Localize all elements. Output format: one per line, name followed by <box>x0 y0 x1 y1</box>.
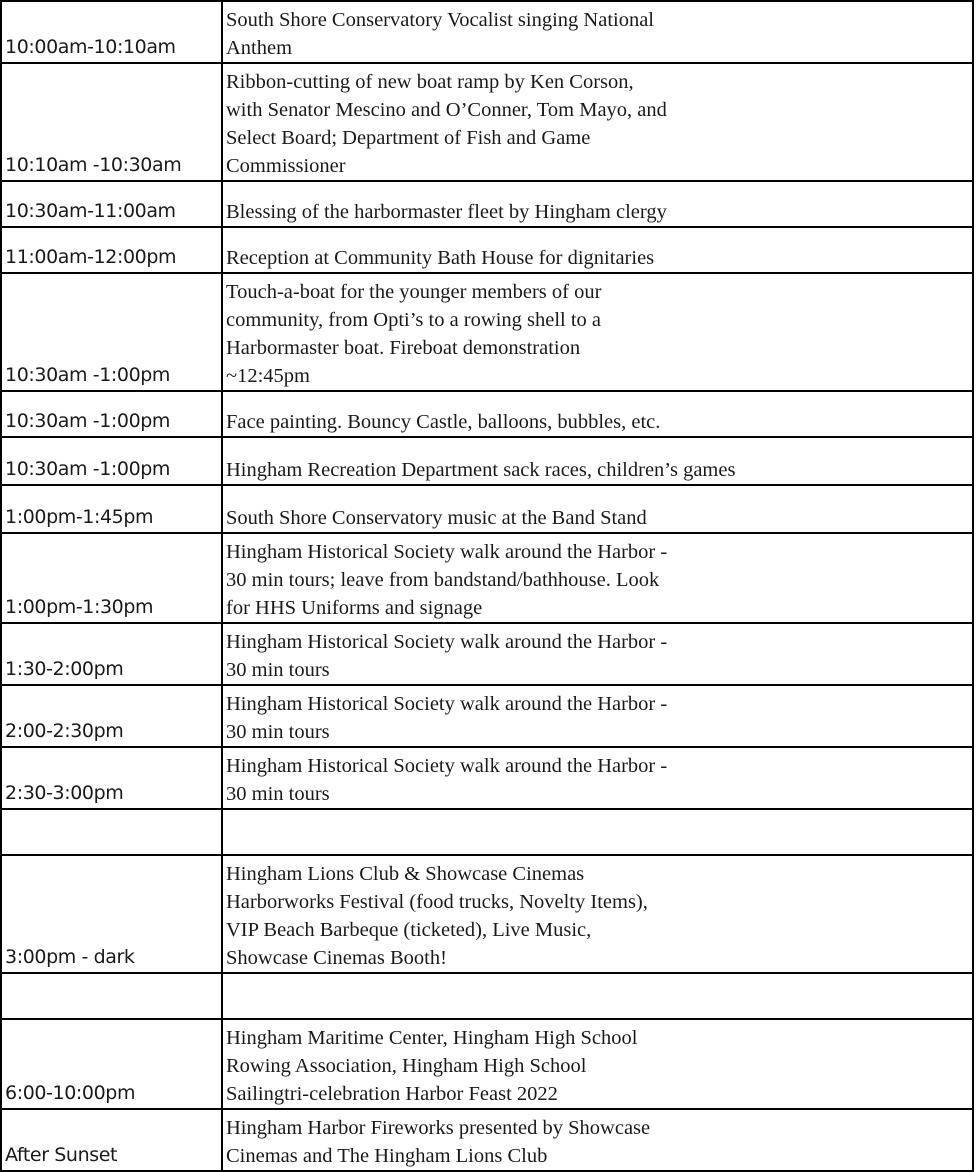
table-row <box>1 1109 973 1171</box>
time-cell: 10:30am -1:00pm <box>1 391 222 437</box>
description-cell: Hingham Historical Society walk around the Harbor - 30 min tours <box>222 685 973 747</box>
description-cell: Hingham Historical Society walk around the Harbor - 30 min tours <box>222 747 973 809</box>
table-row <box>1 1019 973 1109</box>
table-row <box>1 1 973 63</box>
table-row <box>1 685 973 747</box>
description-cell <box>222 809 973 855</box>
time-cell: 10:30am -1:00pm <box>1 273 222 391</box>
time-cell: 10:30am-11:00am <box>1 181 222 227</box>
description-cell: Hingham Lions Club & Showcase Cinemas Harborworks Festival (food trucks, Novelty Items), VIP Beach Barbeque (ticketed), Live Music, Showcase Cinemas Booth! <box>222 855 973 973</box>
time-cell: 1:30-2:00pm <box>1 623 222 685</box>
time-cell <box>1 973 222 1019</box>
time-cell: 10:10am -10:30am <box>1 63 222 181</box>
description-cell <box>222 973 973 1019</box>
table-row-empty <box>1 973 973 1019</box>
time-cell: 6:00-10:00pm <box>1 1019 222 1109</box>
description-cell: Hingham Recreation Department sack races, children’s games <box>222 437 973 485</box>
time-cell: 2:00-2:30pm <box>1 685 222 747</box>
table-row <box>1 623 973 685</box>
time-cell: 1:00pm-1:45pm <box>1 485 222 533</box>
time-cell: 10:30am -1:00pm <box>1 437 222 485</box>
table-row <box>1 63 973 181</box>
table-row <box>1 391 973 437</box>
description-cell: Ribbon-cutting of new boat ramp by Ken Corson, with Senator Mescino and O’Conner, Tom Mayo, and Select Board; Department of Fish and Game Commissioner <box>222 63 973 181</box>
table-row <box>1 181 973 227</box>
description-cell: South Shore Conservatory Vocalist singing National Anthem <box>222 1 973 63</box>
time-cell: 3:00pm - dark <box>1 855 222 973</box>
description-cell: Touch-a-boat for the younger members of our community, from Opti’s to a rowing shell to a Harbormaster boat. Fireboat demonstration ~12:45pm <box>222 273 973 391</box>
table-row <box>1 227 973 273</box>
time-cell: 1:00pm-1:30pm <box>1 533 222 623</box>
table-row <box>1 533 973 623</box>
table-row <box>1 485 973 533</box>
description-cell: Hingham Harbor Fireworks presented by Showcase Cinemas and The Hingham Lions Club <box>222 1109 973 1171</box>
table-row-empty <box>1 809 973 855</box>
description-cell: Face painting. Bouncy Castle, balloons, bubbles, etc. <box>222 391 973 437</box>
table-row <box>1 747 973 809</box>
table-row <box>1 855 973 973</box>
table-row <box>1 273 973 391</box>
time-cell: 10:00am-10:10am <box>1 1 222 63</box>
table-row <box>1 437 973 485</box>
description-cell: Hingham Historical Society walk around the Harbor - 30 min tours <box>222 623 973 685</box>
description-cell: Hingham Maritime Center, Hingham High School Rowing Association, Hingham High School Sailingtri-celebration Harbor Feast 2022 <box>222 1019 973 1109</box>
description-cell: South Shore Conservatory music at the Band Stand <box>222 485 973 533</box>
time-cell: After Sunset <box>1 1109 222 1171</box>
time-cell: 11:00am-12:00pm <box>1 227 222 273</box>
description-cell: Reception at Community Bath House for dignitaries <box>222 227 973 273</box>
time-cell: 2:30-3:00pm <box>1 747 222 809</box>
description-cell: Hingham Historical Society walk around the Harbor - 30 min tours; leave from bandstand/bathhouse. Look for HHS Uniforms and signage <box>222 533 973 623</box>
description-cell: Blessing of the harbormaster fleet by Hingham clergy <box>222 181 973 227</box>
time-cell <box>1 809 222 855</box>
